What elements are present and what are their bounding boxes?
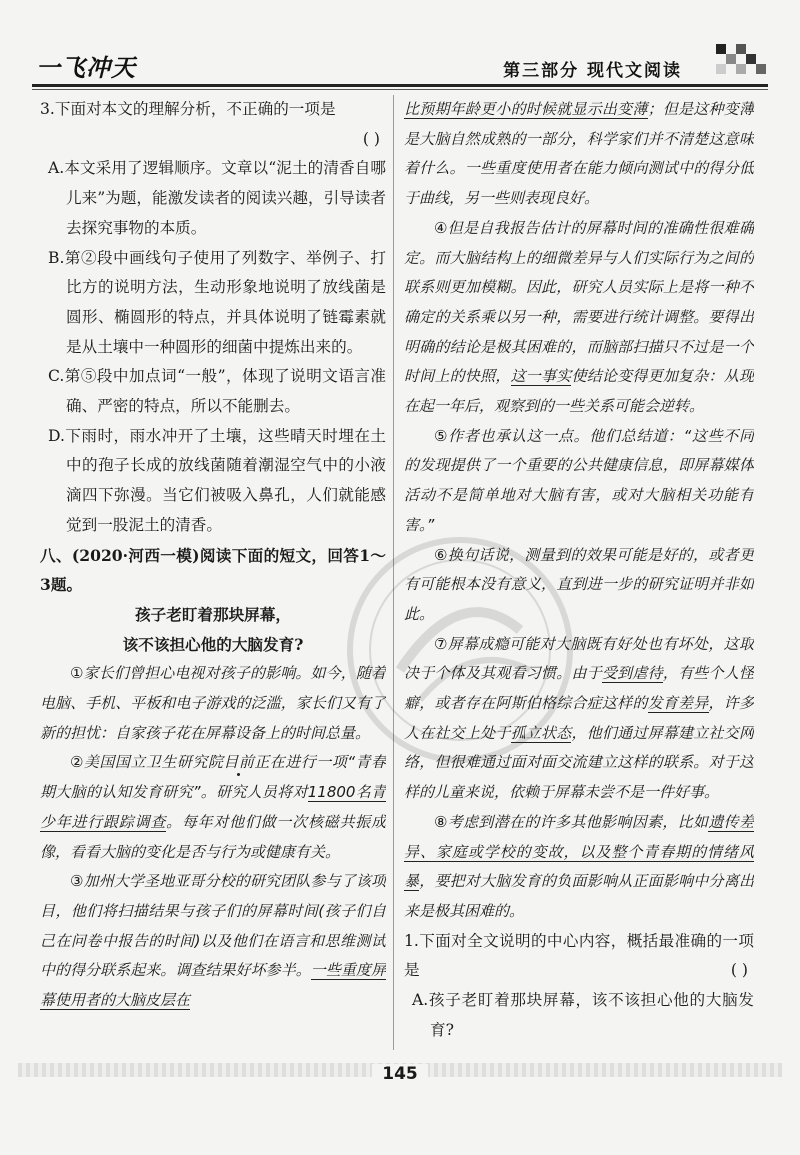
underlined-sentence: 一些重度屏幕使用者的大脑皮层在 — [40, 961, 386, 1010]
option-a: A.本文采用了逻辑顺序。文章以“泥土的清香自哪儿来”为题，能激发读者的阅读兴趣，引导读者去探究事物的本质。 — [48, 159, 386, 237]
question-1-option-a: A.孩子老盯着那块屏幕，该不该担心他的大脑发育? — [412, 991, 754, 1039]
right-column — [404, 95, 754, 1050]
article-title-line-2: 该不该担心他的大脑发育? — [122, 634, 304, 654]
left-column — [40, 95, 386, 1050]
underlined-phrase: 孤立状态 — [510, 723, 572, 742]
paragraph-7: ⑦屏幕成瘾可能对大脑既有好处也有坏处，这取决于个体及其观看习惯。由于受到虐待，有些个人怪癖，或者存在阿斯伯格综合症这样的发育差异，许多人在社交上处于孤立状态，他们通过屏幕建立社交网络，但很难通过面对面交流建立这样的联系。对于这样的儿童来说，依赖于屏幕未尝不是一件好事。 — [404, 634, 754, 802]
answer-parentheses: ( ) — [730, 961, 748, 980]
page-number: 145 — [0, 1064, 800, 1084]
paragraph-1: ①家长们曾担心电视对孩子的影响。如今，随着电脑、手机、平板和电子游戏的泛滥，家长们又有了新的担忧：自家孩子花在屏幕设备上的时间总量。 — [40, 664, 386, 742]
article-title-line-1: 孩子老盯着那块屏幕， — [135, 604, 291, 624]
paragraph-3-continued: 比预期年龄更小的时候就显示出变薄；但是这种变薄是大脑自然成熟的一部分，科学家们并不清楚这意味着什么。一些重度使用者在能力倾向测试中的得分低于曲线，另一些则表现良好。 — [404, 100, 754, 208]
answer-parentheses: ( ) — [362, 129, 380, 148]
header-rule — [32, 84, 768, 87]
paragraph-5: ⑤作者也承认这一点。他们总结道：“这些不同的发现提供了一个重要的公共健康信息，即屏幕媒体活动不是简单地对大脑有害，或对大脑相关功能有害。” — [404, 426, 754, 534]
paragraph-2: ②美国国立卫生研究院目前正在进行一项“青春期大脑的认知发育研究”。研究人员将对11800名青少年进行跟踪调查。每年对他们做一次核磁共振成像，看看大脑的变化是否与行为或健康有关。 — [40, 753, 386, 861]
option-d: D.下雨时，雨水冲开了土壤，这些晴天时埋在土中的孢子长成的放线菌随着潮湿空气中的小液滴四下弥漫。当它们被吸入鼻孔，人们就能感觉到一股泥土的清香。 — [48, 426, 386, 534]
underlined-phrase: 受到虐待 — [601, 664, 663, 683]
question-1-stem: 1.下面对全文说明的中心内容，概括最准确的一项是 ( ) — [404, 927, 754, 986]
underlined-sentence-end: 比预期年龄更小的时候就显示出变薄 — [404, 100, 648, 118]
paragraph-3: ③加州大学圣地亚哥分校的研究团队参与了该项目，他们将扫描结果与孩子们的屏幕时间(孩子们自己在问卷中报告的时间)以及他们在语言和思维测试中的得分联系起来。调查结果好坏参半。一些重度屏幕使用者的大脑皮层在 — [40, 872, 386, 1010]
section-8-intro: 八、(2020·河西一模)阅读下面的短文，回答1～3题。 — [40, 545, 386, 595]
dotted-phrase: 这一事实 — [510, 367, 572, 386]
option-b: B.第②段中画线句子使用了列数字、举例子、打比方的说明方法，生动形象地说明了放线菌是圆形、椭圆形的特点，并具体说明了链霉素就是从土壤中一种圆形的细菌中提炼出来的。 — [48, 248, 386, 356]
paragraph-4: ④但是自我报告估计的屏幕时间的准确性很难确定。而大脑结构上的细微差异与人们实际行为之间的联系则更加模糊。因此，研究人员实际上是将一种不确定的关系乘以另一种，需要进行统计调整。要得出明确的结论是极其困难的，而脑部扫描只不过是一个时间上的快照，这一事实使结论变得更加复杂：从现在起一年后，观察到的一些关系可能会逆转。 — [404, 218, 754, 416]
section-title: 第三部分 现代文阅读 — [503, 61, 682, 81]
checker-pattern-icon — [708, 40, 768, 80]
underlined-phrase: 遗传差异、家庭或学校的变故，以及整个青春期的情绪风暴 — [404, 812, 754, 891]
underlined-phrase: 11800名青少年进行跟踪调查 — [40, 783, 386, 831]
paragraph-8: ⑧考虑到潜在的许多其他影响因素，比如遗传差异、家庭或学校的变故，以及整个青春期的情绪风暴，要把对大脑发育的负面影响从正面影响中分离出来是极其困难的。 — [404, 812, 754, 920]
page-header — [32, 28, 768, 88]
header-rule-thin — [32, 89, 768, 90]
paragraph-6: ⑥换句话说，测量到的效果可能是好的，或者更有可能根本没有意义，直到进一步的研究证明并非如此。 — [404, 545, 754, 623]
question-3-stem: 3.下面对本文的理解分析，不正确的一项是 — [40, 100, 336, 118]
brand-logo: 一飞冲天 — [36, 54, 136, 82]
column-divider — [393, 95, 394, 1050]
underlined-phrase: 发育差异 — [647, 694, 709, 713]
dotted-word: 目前 — [223, 753, 255, 772]
option-c: C.第⑤段中加点词“一般”，体现了说明文语言准确、严密的特点，所以不能删去。 — [48, 367, 386, 416]
